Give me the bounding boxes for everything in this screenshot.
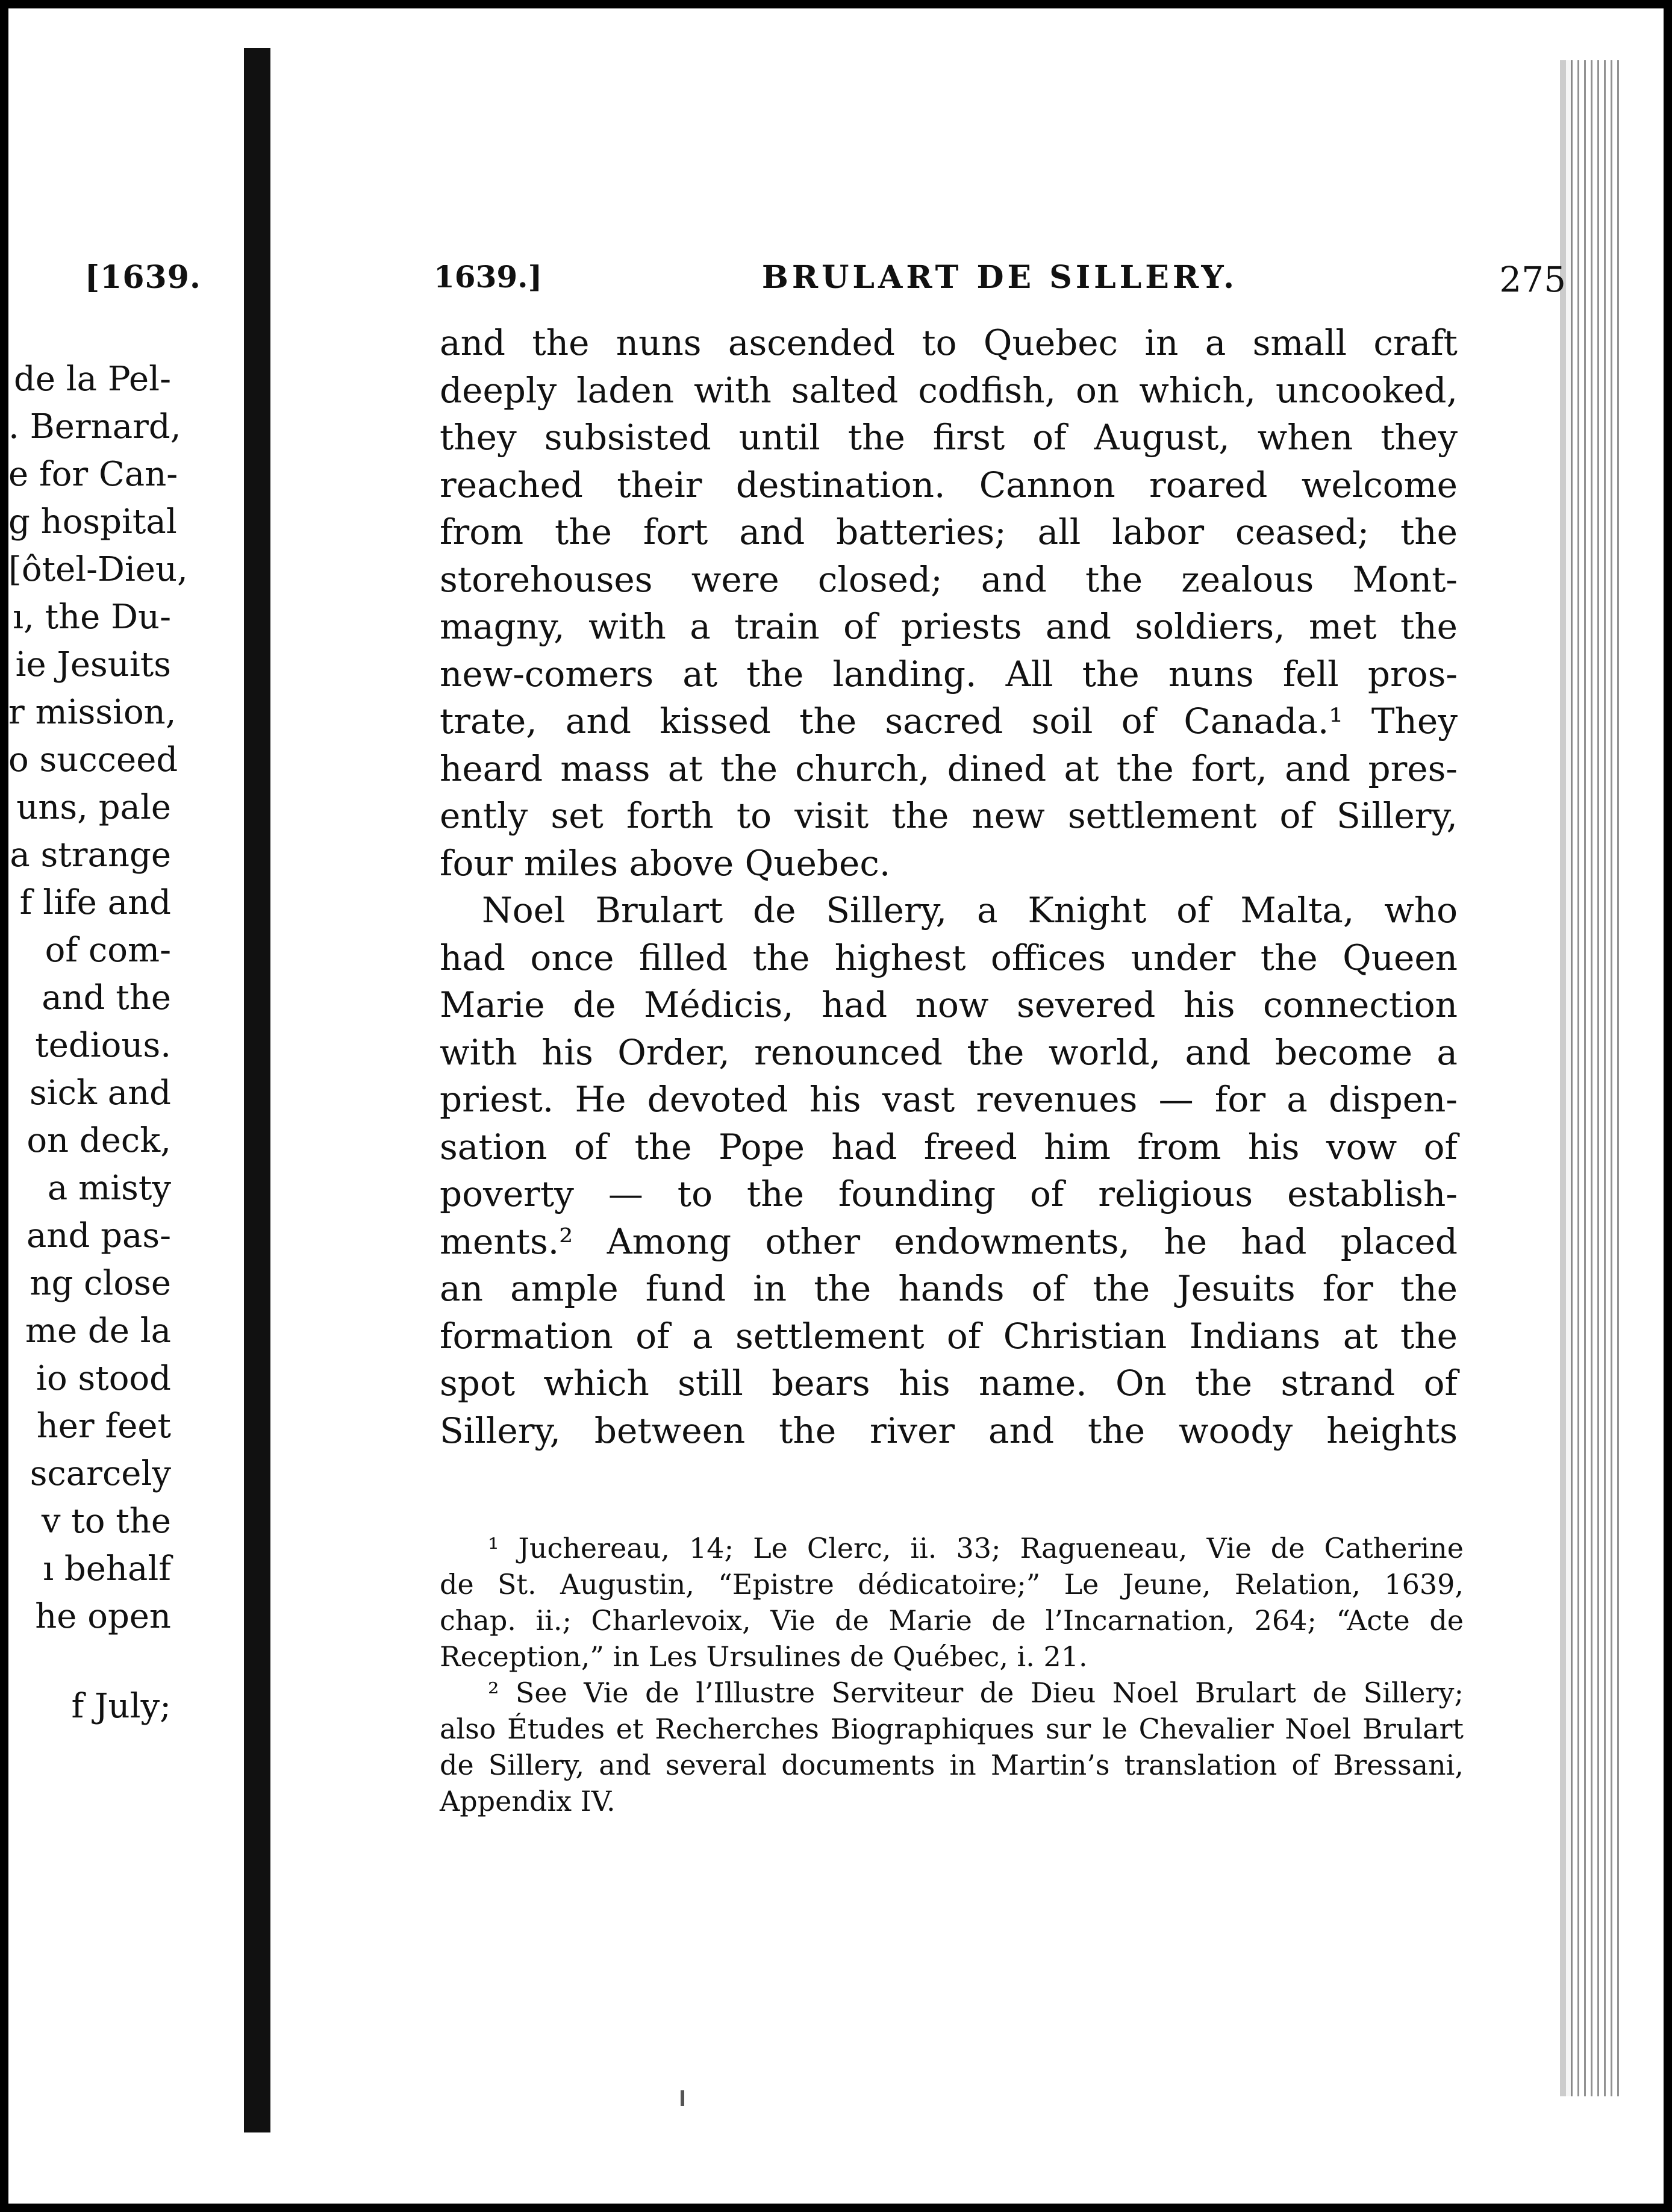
text-line: an ample fund in the hands of the Jesuits for the (440, 1268, 1458, 1309)
text-line: priest. He devoted his vast revenues — for a dispen- (440, 1079, 1458, 1120)
text-line: ng close (30, 1264, 171, 1303)
previous-page (8, 42, 261, 2139)
text-line: from the fort and batteries; all labor ceased; the (440, 511, 1458, 552)
page-edges (1566, 60, 1620, 2096)
text-line: tedious. (35, 1026, 171, 1065)
running-head-year: 1639.] (434, 259, 543, 295)
text-line: he open (35, 1597, 171, 1636)
text-line: spot which still bears his name. On the strand of (440, 1363, 1458, 1404)
text-line: ently set forth to visit the new settlement of Sillery, (440, 795, 1458, 836)
text-line: a misty (47, 1169, 171, 1208)
text-line: they subsisted until the first of August, when they (440, 417, 1458, 458)
text-line: g hospital (8, 502, 177, 542)
footnote-line: Appendix IV. (440, 1785, 616, 1817)
text-line: Noel Brulart de Sillery, a Knight of Malta, who (482, 890, 1458, 931)
text-line: [ôtel-Dieu, (8, 550, 188, 589)
footnote-line: chap. ii.; Charlevoix, Vie de Marie de l’Incarnation, 264; “Acte de (440, 1604, 1464, 1637)
text-line: ı, the Du- (13, 598, 171, 637)
text-line: of com- (45, 931, 171, 970)
page-number: 275 (1499, 259, 1566, 300)
text-line: sation of the Pope had freed him from his vow of (440, 1126, 1458, 1167)
text-line: f July; (71, 1687, 171, 1726)
text-line: poverty — to the founding of religious establish- (440, 1173, 1458, 1214)
text-line: heard mass at the church, dined at the fort, and pres- (440, 748, 1458, 789)
text-line: four miles above Quebec. (440, 842, 891, 884)
text-line: and pas- (27, 1216, 171, 1255)
text-line: de la Pel- (13, 360, 171, 399)
text-line: magny, with a train of priests and soldiers, met the (440, 606, 1458, 647)
previous-page-running-head: [1639. (84, 259, 201, 296)
text-line: and the nuns ascended to Quebec in a small craft (440, 322, 1458, 363)
text-line: o succeed (8, 740, 178, 780)
text-line: had once filled the highest offices under the Queen (440, 937, 1458, 978)
footnote-line: de St. Augustin, “Epistre dédicatoire;” Le Jeune, Relation, 1639, (440, 1568, 1464, 1601)
text-line: e for Can- (8, 455, 178, 494)
text-line: a strange (10, 836, 171, 875)
text-line: sick and (29, 1073, 171, 1113)
text-line: ments.² Among other endowments, he had placed (440, 1220, 1458, 1262)
text-line: r mission, (8, 693, 176, 732)
text-line: trate, and kissed the sacred soil of Canada.¹ They (440, 701, 1458, 742)
footnotes (440, 1530, 1464, 1819)
footnote-line: ¹ Juchereau, 14; Le Clerc, ii. 33; Ragueneau, Vie de Catherine (488, 1532, 1464, 1564)
text-line: v to the (41, 1502, 171, 1541)
stray-mark (681, 2090, 684, 2106)
text-line: with his Order, renounced the world, and become a (440, 1031, 1458, 1073)
text-line: . Bernard, (8, 407, 181, 446)
footnote-line: de Sillery, and several documents in Martin’s translation of Bressani, (440, 1749, 1464, 1781)
previous-page-text (8, 355, 188, 1730)
text-line: new-comers at the landing. All the nuns fell pros- (440, 653, 1458, 695)
text-line: formation of a settlement of Christian Indians at the (440, 1315, 1458, 1357)
footnote-line: also Études et Recherches Biographiques sur le Chevalier Noel Brulart (440, 1713, 1464, 1745)
text-line: uns, pale (16, 788, 171, 827)
book-gutter (244, 48, 270, 2132)
text-line: io stood (36, 1359, 171, 1398)
footnote-line: Reception,” in Les Ursulines de Québec, i. 21. (440, 1640, 1088, 1673)
text-line: Sillery, between the river and the woody heights (440, 1410, 1458, 1451)
text-line: Marie de Médicis, had now severed his connection (440, 984, 1458, 1025)
running-head-title: BRULART DE SILLERY. (761, 259, 1238, 296)
current-page (271, 60, 1566, 2096)
text-line: reached their destination. Cannon roared welcome (440, 464, 1458, 505)
text-line: ie Jesuits (15, 645, 171, 684)
text-line: on deck, (27, 1121, 171, 1160)
text-line: me de la (25, 1311, 171, 1351)
running-head (434, 259, 1566, 319)
text-line: and the (42, 978, 171, 1017)
text-line: storehouses were closed; and the zealous Mont- (440, 558, 1458, 600)
text-line: f life and (19, 883, 171, 922)
body-text (440, 319, 1458, 1454)
text-line: deeply laden with salted codfish, on which, uncooked, (440, 369, 1458, 411)
text-line: scarcely (30, 1454, 171, 1493)
text-line: ı behalf (43, 1549, 171, 1589)
text-line: her feet (36, 1407, 171, 1446)
footnote-line: ² See Vie de l’Illustre Serviteur de Dieu Noel Brulart de Sillery; (488, 1676, 1464, 1709)
spacer (8, 1640, 171, 1682)
